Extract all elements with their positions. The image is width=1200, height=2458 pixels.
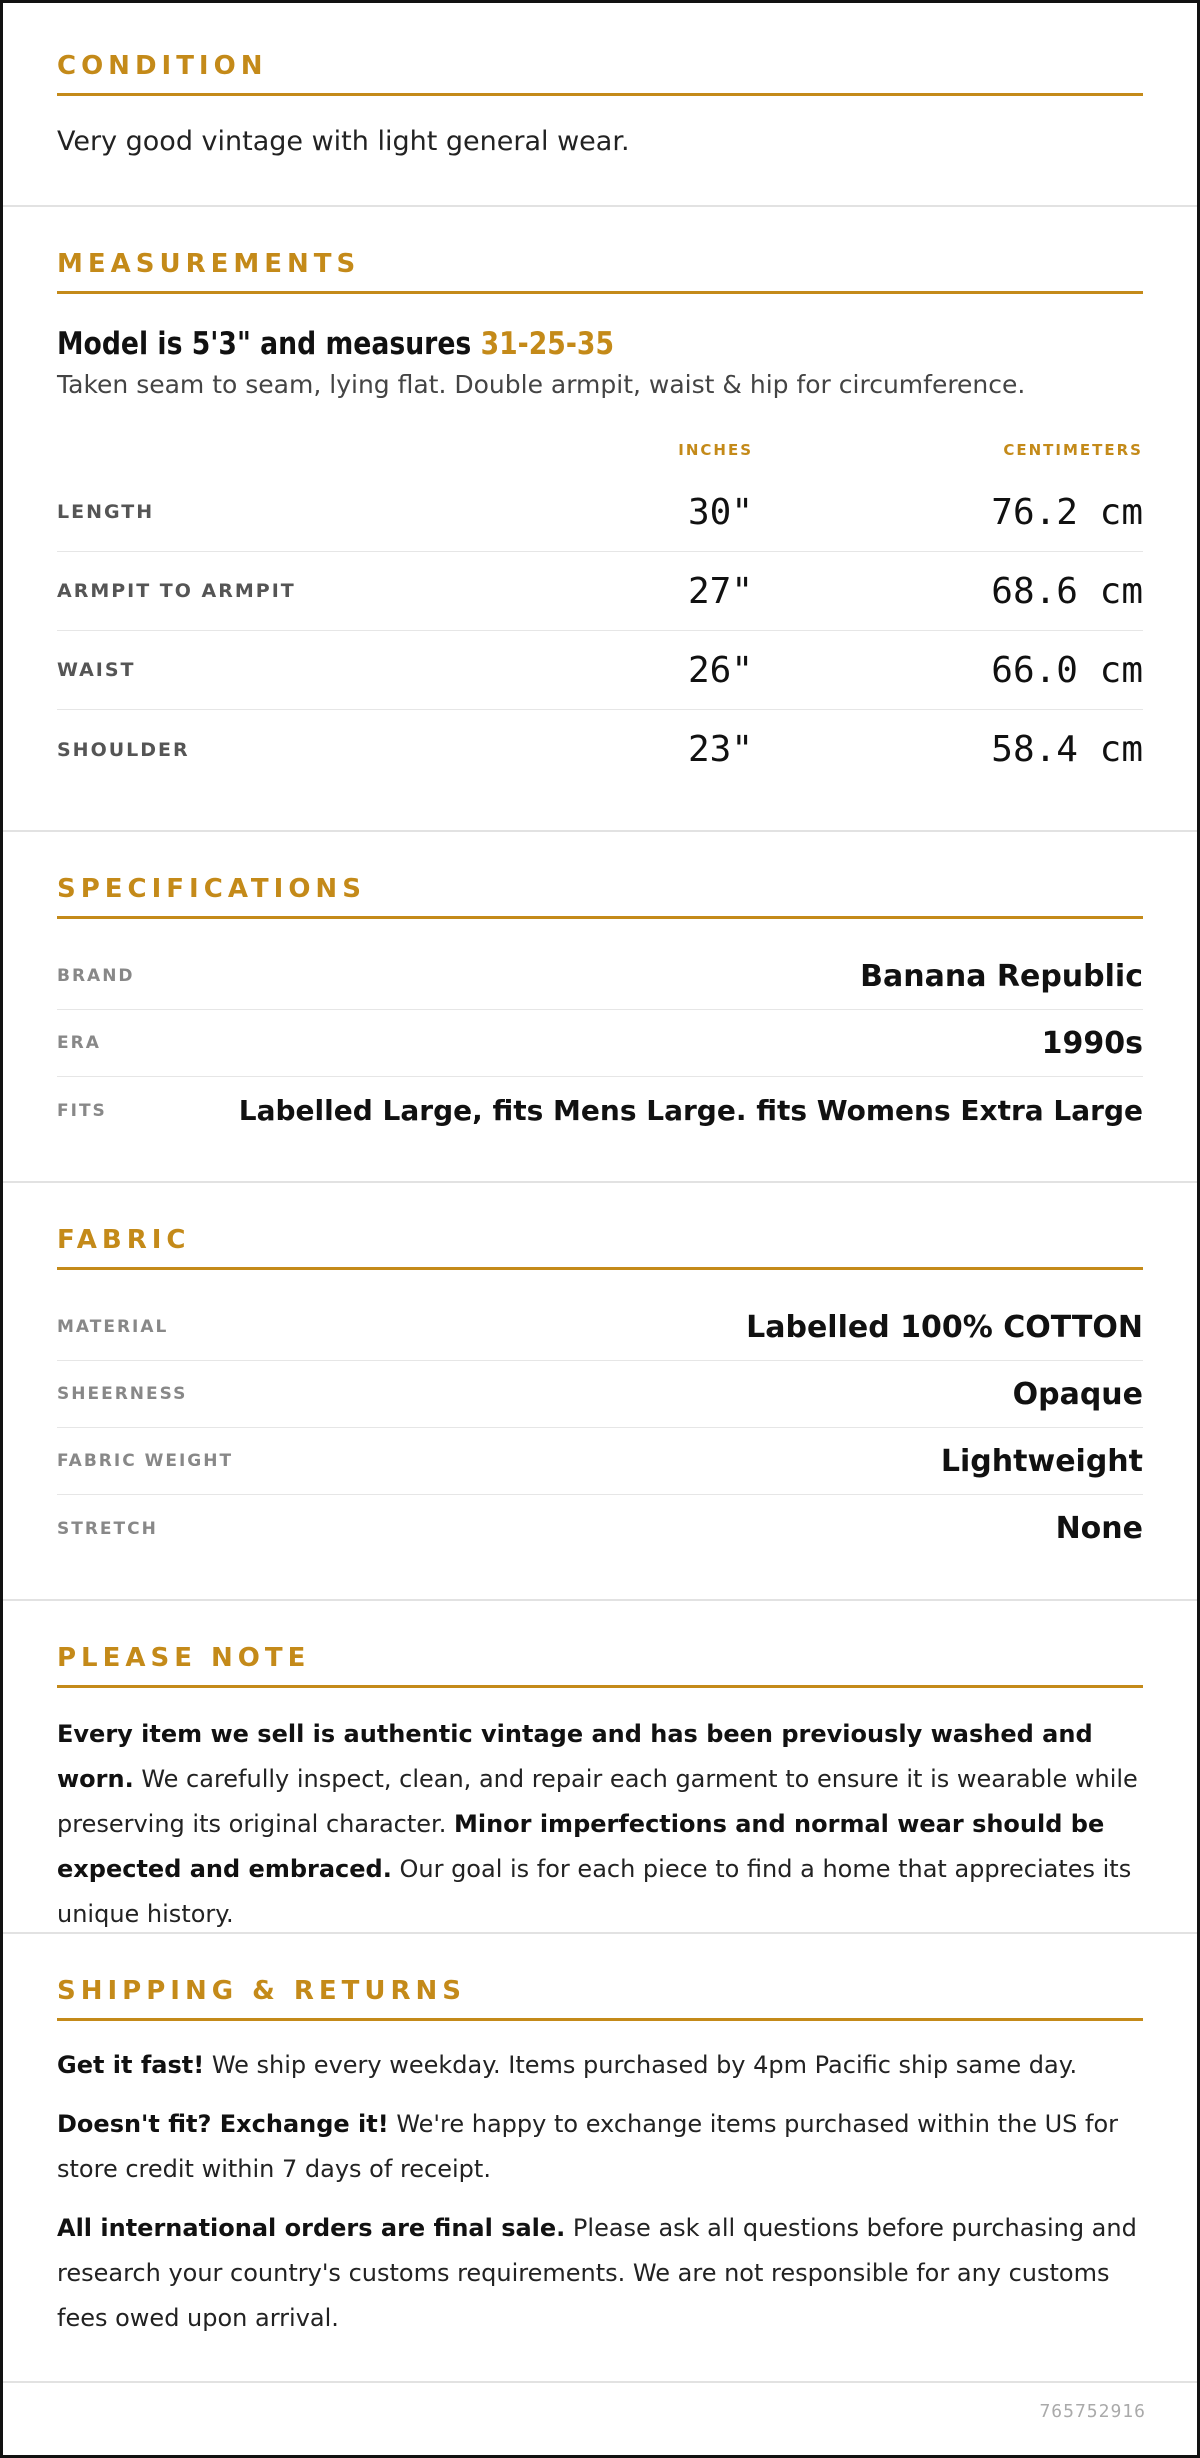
note-text-1: We carefully inspect, clean, and repair each garment to ensure it is wearable while preserving its original character. xyxy=(57,1765,1138,1838)
shipping-returns-title: SHIPPING & RETURNS xyxy=(57,1976,1143,2021)
condition-section xyxy=(3,3,1197,207)
measurement-row xyxy=(57,473,1143,552)
measurement-inches: 27" xyxy=(687,570,753,612)
measurement-row xyxy=(57,710,1143,789)
measurement-cm: 68.6 cm xyxy=(991,570,1143,612)
measurement-cm: 76.2 cm xyxy=(991,491,1143,533)
measurement-label: WAIST xyxy=(57,659,136,681)
measurement-label: ARMPIT TO ARMPIT xyxy=(57,580,296,602)
shipping-paragraph-2 xyxy=(57,2102,1143,2192)
measurement-cm: 66.0 cm xyxy=(991,649,1143,691)
fabric-row xyxy=(57,1294,1143,1361)
please-note-text xyxy=(57,1712,1143,1937)
shipping-text-3: Please ask all questions before purchasing and research your country's customs requirements. We are not responsible for any customs fees owed upon arrival. xyxy=(57,2214,1137,2332)
spec-value: Labelled Large, fits Mens Large. fits Womens Extra Large xyxy=(238,1094,1143,1127)
fabric-label: STRETCH xyxy=(57,1518,158,1539)
measurement-row xyxy=(57,552,1143,631)
measurement-inches: 26" xyxy=(687,649,753,691)
shipping-bold-1: Get it fast! xyxy=(57,2051,205,2079)
model-value: 31-25-35 xyxy=(480,326,615,362)
shipping-text-1: We ship every weekday. Items purchased by 4pm Pacific ship same day. xyxy=(204,2051,1078,2079)
measurement-label: SHOULDER xyxy=(57,738,190,761)
fabric-section xyxy=(3,1183,1197,1601)
fabric-value: Labelled 100% COTTON xyxy=(746,1309,1143,1345)
spec-value: 1990s xyxy=(1041,1025,1143,1061)
fabric-row xyxy=(57,1361,1143,1428)
measurements-title: MEASUREMENTS xyxy=(57,249,1143,294)
note-text-2: Our goal is for each piece to find a home that appreciates its unique history. xyxy=(57,1855,1132,1928)
condition-text: Very good vintage with light general wear. xyxy=(57,126,630,157)
measurement-label: LENGTH xyxy=(57,501,155,523)
specifications-list xyxy=(57,943,1143,1144)
measurement-note: Taken seam to seam, lying flat. Double armpit, waist & hip for circumference. xyxy=(57,370,1026,399)
specifications-title: SPECIFICATIONS xyxy=(57,874,1143,919)
spec-label: BRAND xyxy=(57,966,135,986)
spec-label: FITS xyxy=(57,1100,107,1121)
shipping-bold-2: Doesn't fit? Exchange it! xyxy=(57,2110,389,2138)
shipping-paragraph-1 xyxy=(57,2043,1143,2088)
spec-row xyxy=(57,1010,1143,1077)
fabric-label: FABRIC WEIGHT xyxy=(57,1451,234,1471)
spec-row xyxy=(57,943,1143,1010)
measurement-cm: 58.4 cm xyxy=(991,729,1143,770)
fabric-title: FABRIC xyxy=(57,1225,1143,1270)
measurement-table xyxy=(57,473,1143,789)
fabric-value: None xyxy=(1055,1511,1143,1546)
inches-column-header: INCHES xyxy=(678,441,753,459)
condition-title: CONDITION xyxy=(57,51,1143,96)
fabric-row xyxy=(57,1428,1143,1495)
spec-value: Banana Republic xyxy=(860,958,1143,994)
model-measurements xyxy=(57,326,991,362)
please-note-section xyxy=(3,1601,1197,1934)
fabric-list xyxy=(57,1294,1143,1562)
measurement-inches: 30" xyxy=(687,491,753,533)
footer xyxy=(3,2385,1197,2455)
spec-row xyxy=(57,1077,1143,1144)
product-id: 765752916 xyxy=(1039,2401,1146,2422)
note-bold-1: Every item we sell is authentic vintage and has been previously washed and worn. xyxy=(57,1720,1093,1793)
centimeters-column-header: CENTIMETERS xyxy=(1003,441,1143,459)
measurement-header xyxy=(57,441,1143,461)
measurement-row xyxy=(57,631,1143,710)
measurement-inches: 23" xyxy=(687,729,753,770)
fabric-label: MATERIAL xyxy=(57,1317,169,1337)
fabric-row xyxy=(57,1495,1143,1562)
note-bold-2: Minor imperfections and normal wear should be expected and embraced. xyxy=(57,1810,1105,1883)
spec-label: ERA xyxy=(57,1033,101,1053)
fabric-value: Opaque xyxy=(1012,1376,1143,1412)
shipping-bold-3: All international orders are final sale. xyxy=(57,2214,566,2242)
specifications-section xyxy=(3,832,1197,1183)
shipping-paragraph-3 xyxy=(57,2206,1143,2341)
model-prefix: Model is 5'3" and measures xyxy=(57,326,472,362)
fabric-label: SHEERNESS xyxy=(57,1384,188,1404)
measurements-section xyxy=(3,207,1197,832)
please-note-title: PLEASE NOTE xyxy=(57,1643,1143,1688)
shipping-returns-section xyxy=(3,1934,1197,2383)
shipping-text-2: We're happy to exchange items purchased within the US for store credit within 7 days of receipt. xyxy=(57,2110,1119,2183)
fabric-value: Lightweight xyxy=(940,1443,1143,1479)
